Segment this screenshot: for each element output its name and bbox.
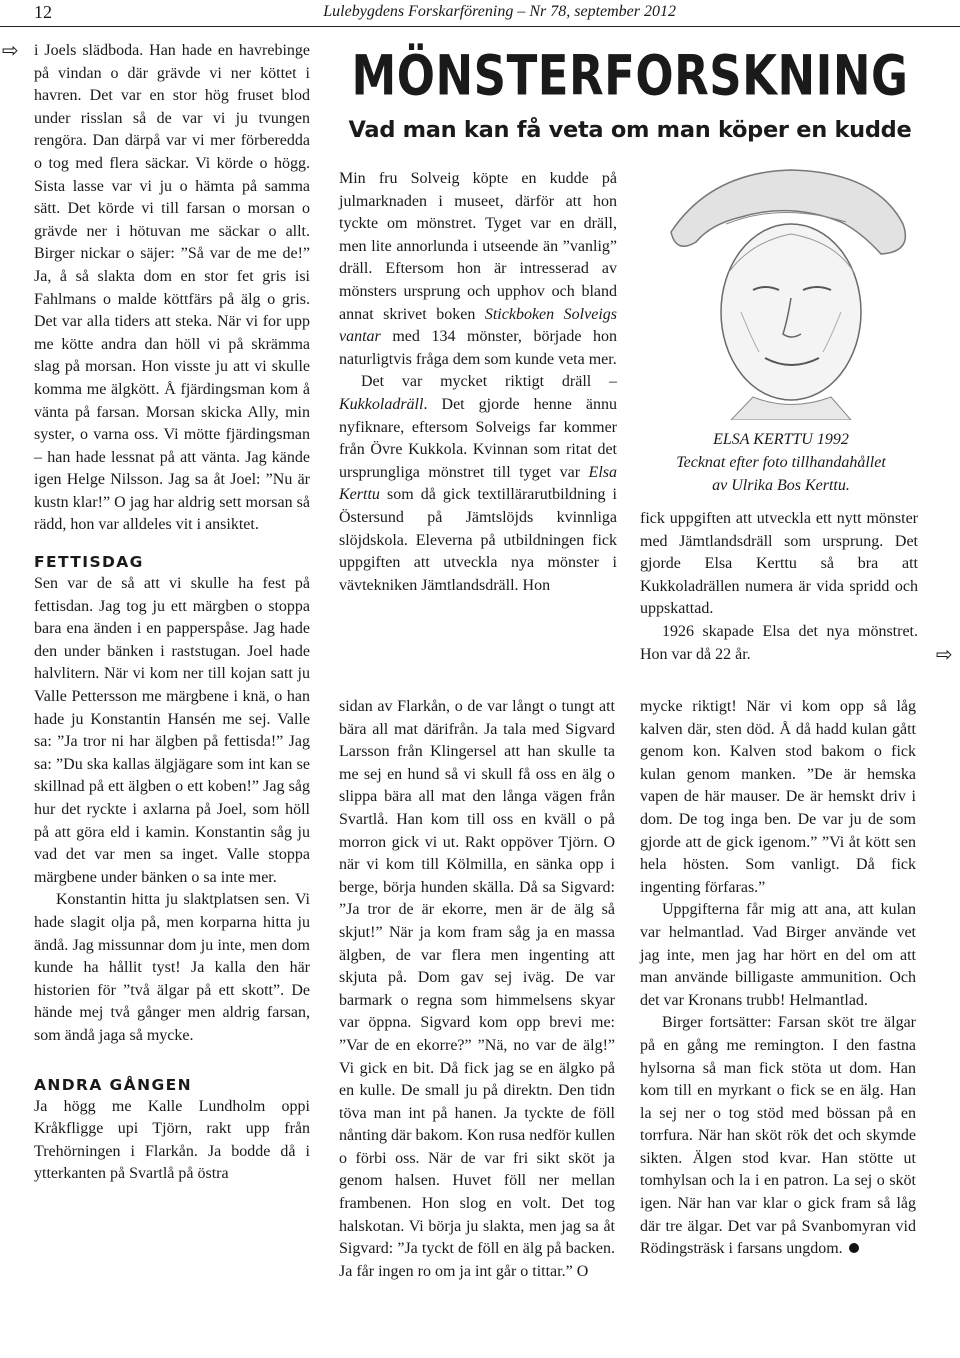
continue-arrow-icon: ⇨ [2, 38, 19, 62]
article-subtitle: Vad man kan få veta om man köper en kudde [348, 117, 912, 143]
paragraph: i Joels slädboda. Han hade en havrebinge på vindan o där grävde vi ner köttet i havren. Det var en stor hög fruset blod under risslan så de var vi ju tvungen rengöra. Dan därpå var vi mer förberedda o tog med flera säckar. Vi körde o högg. Sista lasse var vi ju o hämta på samma sätt. Det körde vi till farsan o morsan o grävde ner i hötuvan me säckar o allt. Birger nickar o säjer: ”Så var de me de!” Ja, å så slakta dom en stor fet gris isi Fahlmans o malde köttfärs på älg o gris. Det var alla tiders att steka. När vi for upp me kötte andra dan höll vi på skrämma slag på morsan. Hon visste ju att vi skulle komma me älgkött. Å fjärdingsman kom å vänta på farsan. Morsan skicka Ally, min syster, o varna oss. Vi mötte fjärdingsman – han hade lessnat på att vänta. Jag kände igen Helge Nilsson. Jag sa åt Joel: ”Nu är kustn klar!” O jag har aldrig sett morsan så rädd, hon var alldeles vit i ansiktet. [34, 42, 310, 534]
text-run: Det var mycket riktigt dräll – [361, 373, 617, 391]
portrait-drawing [641, 162, 921, 420]
text-run: som då gick textillärarutbildning i Östersund på Jämtslöjds kvinnliga slöjdskola. Eleverna på utbildningen fick uppgiften att utveckla nya mönster i vävtekniken Jämtlandsdräll. Hon [339, 486, 617, 594]
section-heading-fettisdag: FETTISDAG [34, 553, 144, 572]
caption-line: av Ulrika Bos Kerttu. [712, 477, 850, 494]
paragraph [339, 371, 617, 597]
emphasis: Kukkoladräll [339, 395, 424, 413]
text-run: . Det gjorde henne ännu nyfiknare, eftersom Solveigs far kommer från Övre Kukkola. Kvinnan som ritat det ursprungliga mönstret till tyget var [339, 395, 617, 481]
publication-title: Lulebygdens Forskarförening – Nr 78, september 2012 [323, 3, 676, 20]
paragraph: Uppgifterna får mig att ana, att kulan var helmantlad. Vad Birger använde vet jag inte, men jag har hört en del om att man använde billigaste ammunition. Och det var Kronans trubb! Helmantlad. [640, 901, 916, 1009]
caption-line: Tecknat efter foto tillhandahållet [676, 454, 886, 471]
paragraph: fick uppgiften att utveckla ett nytt mönster med Jämtlandsdräll som ursprung. Det gjorde Elsa Kerttu så bra att Kukkoladrällen numera är vida spridd och uppskattad. [640, 510, 918, 618]
end-mark-icon [849, 1243, 859, 1253]
column-right-bottom [640, 696, 916, 1261]
article-column-intro [339, 168, 617, 597]
continue-arrow-icon: ⇨ [936, 642, 953, 666]
column-middle-bottom [339, 696, 615, 1283]
text-run: Min fru Solveig köpte en kudde på julmarknaden i museet, därför att hon tyckte om mönstret. Tyget var en dräll, men lite annorlunda i utseende än ”vanlig” dräll. Eftersom hon är intresserad av mönsters ursprung och upphov och bland annat skrivet boken [339, 170, 617, 323]
emphasis: Elsa Kerttu [339, 463, 617, 504]
text-run: Birger fortsätter: Farsan sköt tre älgar på en gång me remington. I den fastna hylsorna så man fick stöta ut dom. Han kom till en myrkant o fick se en älg. Han la sej ner o tog stöd med bössan på en torrfura. När han sköt rök det och skymde sikten. Älgen stod kvar. Han stötte ut tomhylsan och la i en patron. La sej o sköt igen. När han var klar o gick fram så låg där tre älgar. Det var på Svanbomyran vid Rödingsträsk i farsans ungdom [640, 1014, 916, 1258]
text-run: med 134 mönster, började hon naturligtvis fråga dem som kunde veta mer. [339, 328, 617, 368]
paragraph: Ja högg me Kalle Lundholm oppi Kråkfligge upi Tjörn, rakt upp från Trehörningen i Flarkån. Ja bodde då i ytterkanten på Svartlå på östra [34, 1097, 310, 1183]
paragraph: sidan av Flarkån, o de var långt o tungt att bära all mat därifrån. Ja tala med Sigvard Larsson från Klingersel att han skulle ta me sej en hund så vi skull få oss en älg o slippa bära all mat den långa vägen från Svartlå. Han kom till oss en kväll o på morron gick vi ut. Rakt oppöver Tjörn. O när vi kom till Kölmilla, en sänka opp i berge, börja hunden skälla. Då sa Sigvard: ”Ja tror de är ekorre, men är de älg så skjut!” När ja kom fram såg ja en massa älgben, de var flera men ingenting att skjuta på. Dom gav sej iväg. De var barmark o regna som himmelsens skyar var öppna. Sigvard kom opp brevi me: ”Var de en ekorre?” ”Nä, no var de älg!” Vi gick en bit. Då fick jag se en älgko på en kulle. De small ju på direktn. Den tidn töva man int på hanen. Ja tyckte de föll nånting där bakom. Kon rusa nedför kullen o förbi oss. När de var fri sikt sköt ja genom halsen. Huvet föll ner mellan frambenen. Hon slog en volt. Det tog halskotan. Vi börja ju slakta, men jag sa åt Sigvard: ”Ja tyckt de föll en älg på backen. Ja får ingen ro om ja int går o tittar.” O [339, 698, 615, 1280]
article-title: MÖNSTERFORSKNING [351, 44, 909, 108]
page-header [0, 0, 960, 27]
text-run: . [838, 1240, 843, 1258]
paragraph: 1926 skapade Elsa det nya mönstret. Hon var då 22 år. [640, 622, 918, 663]
caption-line: ELSA KERTTU 1992 [713, 431, 849, 448]
paragraph: mycke riktigt! När vi kom opp så låg kalven där, sten död. Å då hadd kulan gått genom kon. Kalven stod bakom o fick kulan genom manken. ”De är hemska vapen de här mauser. De är hemskt driv i dom. De tog inga ben. De var ju de som gjorde att de gick igenom.” ”Vi åt kött sen hela hösten. Som vanligt. Då fick ingenting förfaras.” [640, 698, 916, 896]
portrait-caption [641, 428, 921, 497]
paragraph: Konstantin hitta ju slaktplatsen sen. Vi hade slagit olja på, men korparna hitta ju ändå. Jag missunnar dom ju inte, men dom kunde ha hållit tyst! Ja kalla den här historien för ”två älgar på ett skott”. De hände mej två gånger men aldrig farsan, som ändå jaga så mycke. [34, 891, 310, 1044]
column-left [34, 40, 310, 1186]
book-title: Stickboken Solveigs vantar [339, 305, 617, 346]
paragraph: Sen var de så att vi skulle ha fest på fettisdan. Jag tog ju ett märgben o stoppa bara ena änden i en papperspåse. Jag hade den under bänken i raststugan. Joel hade halvlitern. När vi kom ner till kojan satt ju Valle Pettersson me märgbene i knä, o han hade ju Konstantin Hansén me sej. Valle sa: ”Ja tror ni har älgben på fettisda!” Jag sa: ”Du ska kallas älgjägare som int kan se skillnad på ett älgben o ett koben!” Jag såg hur det ryckte i axlarna på Joel, som höll på att göra eld i kamin. Konstantin såg ju vad det var men sa inget. Valle stoppa märgbene under bänken o sa inte mer. [34, 575, 310, 886]
paragraph [339, 168, 617, 371]
article-column-right-top [640, 508, 918, 666]
paragraph [640, 1012, 916, 1261]
page-number: 12 [34, 2, 52, 22]
section-heading-andra-gangen: ANDRA GÅNGEN [34, 1075, 192, 1094]
